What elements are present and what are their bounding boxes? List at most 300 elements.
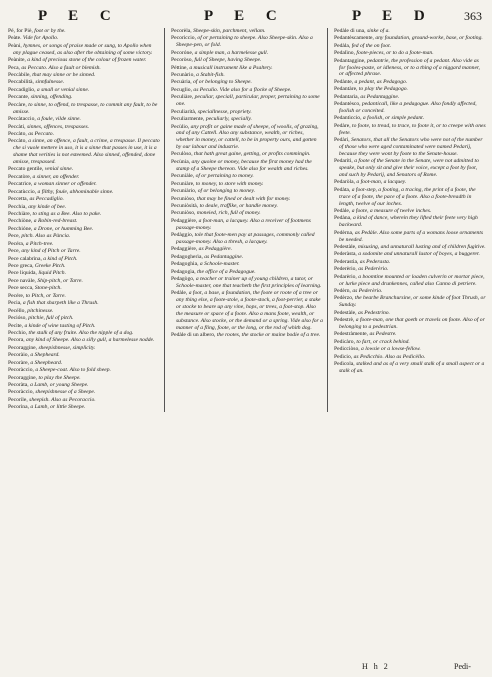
entry-headword: Pedèrn,: [334, 288, 351, 295]
entry-headword: Pedàta,: [334, 186, 351, 193]
entry-headword: Pedèrna,: [334, 229, 354, 236]
entry-headword: Pecuniàre,: [171, 180, 195, 187]
entry-headword: Peccetta,: [8, 196, 29, 203]
entry-definition: sinke of a.: [366, 28, 390, 34]
dictionary-entry: [8, 248, 160, 255]
entry-headword: Peccatòre,: [8, 173, 32, 180]
entry-definition: hymnes, or songs of praise made or sung, to Apollo when any plague ceased, as also after the obtaining of some victory.: [13, 42, 153, 56]
dictionary-entry: [334, 43, 486, 50]
entry-definition: to deale, traffike, or handle money.: [199, 202, 278, 209]
entry-definition: a sinner, an offender.: [32, 173, 80, 180]
entry-headword: Pé, for Piè,: [8, 28, 33, 34]
entry-definition: full of Sheepe, having Sheepe.: [194, 57, 262, 64]
entry-headword: Pecuària,: [171, 79, 192, 86]
entry-definition: Senators, that all the Senators who were not of the number of those who were aged contaminated were named Pedarij, because they were wont by foote to the Senate-house.: [339, 137, 483, 157]
entry-definition: that may sinne or be sinned.: [32, 72, 96, 79]
entry-definition: the office of a Pedagogue.: [197, 268, 256, 275]
entry-definition: of or belonging to money.: [197, 188, 256, 195]
entry-headword: Pecuniàle,: [171, 173, 195, 180]
dictionary-entry: [171, 151, 323, 158]
entry-definition: sheepishnesse, simplicity.: [38, 344, 96, 351]
entry-definition: pitch. Also as Pància.: [21, 233, 71, 240]
entry-headword: Pecuniòso,: [171, 210, 196, 217]
dictionary-entry: [334, 259, 486, 266]
entry-headword: Pedèrzo,: [334, 295, 354, 302]
entry-headword: Pedìcio,: [334, 353, 353, 360]
entry-definition: Vide for Apollo.: [22, 35, 59, 42]
entry-definition: a Sheepheard.: [30, 359, 63, 366]
dictionary-entry: [8, 72, 160, 79]
dictionary-entry: [171, 57, 323, 64]
entry-definition: a musicall instrument like a Psaltery.: [189, 64, 273, 71]
entry-headword: Pecoraggine,: [8, 344, 38, 351]
entry-headword: Pedàle di un albero,: [171, 332, 216, 339]
entry-definition: to sinne, to offend, to trespasse, to commit any fault, to be amisse.: [13, 101, 158, 115]
entry-headword: Pedantèsco,: [334, 101, 361, 108]
text-columns: [8, 28, 486, 412]
dictionary-entry: [334, 94, 486, 101]
dictionary-entry: [8, 65, 160, 72]
dictionary-entry: [8, 278, 160, 285]
dictionary-entry: [334, 35, 486, 42]
dictionary-entry: [334, 295, 486, 309]
entry-headword: Pecoràta,: [8, 382, 29, 389]
entry-definition: to play the Sheepe.: [38, 374, 81, 381]
entry-headword: Pedàle,: [334, 208, 351, 214]
entry-headword: Péttine,: [171, 64, 188, 71]
entry-definition: a lowsie or a lowse-fellow.: [361, 346, 421, 353]
dictionary-entry: [334, 79, 486, 86]
entry-definition: Stone-pitch.: [34, 285, 62, 292]
dictionary-entry: [8, 94, 160, 101]
dictionary-entry: [8, 166, 160, 173]
entry-headword: Pederèrio,: [334, 266, 357, 273]
entry-definition: as Pedantaggine.: [204, 253, 244, 260]
entry-headword: Pedàna,: [334, 215, 352, 222]
entry-headword: Pecùnia,: [171, 158, 191, 165]
entry-headword: Pecéllo,: [8, 307, 26, 314]
entry-headword: Pecéra,: [8, 240, 25, 247]
dictionary-entry: [8, 79, 160, 86]
entry-headword: Pecoràccio,: [8, 367, 34, 374]
entry-definition: of or pertaining to money.: [195, 173, 254, 180]
entry-definition: a Robin-red-breast.: [33, 218, 78, 225]
dictionary-entry: [8, 404, 160, 411]
entry-definition: as Peculio. Vide also for a flocke of Sheepe.: [193, 86, 292, 93]
entry-headword: Pecoràre,: [8, 359, 29, 366]
entry-definition: sheepishnesse of a Sheepe.: [35, 389, 96, 396]
entry-definition: as Peccadiglio.: [29, 196, 64, 203]
entry-definition: to Pitch, or Tarre.: [25, 292, 66, 299]
dictionary-entry: [334, 346, 486, 353]
dictionary-entry: [171, 218, 323, 232]
entry-definition: a simple man, a harmelesse gull.: [194, 49, 269, 56]
entry-definition: as Peccato. Also a fault or blemish.: [21, 64, 101, 71]
dictionary-entry: [8, 189, 160, 196]
dictionary-entry: [171, 94, 323, 108]
entry-definition: a kind of dance, wherein they lifted their feete very high backward.: [339, 215, 478, 229]
entry-definition: speciallnesse, propriety.: [197, 108, 252, 115]
entry-headword: Pecoràio,: [8, 352, 29, 359]
dictionary-entry: [171, 116, 323, 123]
entry-definition: a Lamb, or young Sheepe.: [30, 382, 89, 389]
entry-definition: peculiarly, specially.: [205, 116, 252, 123]
entry-definition: as Pedàle. Also some parts of a womans loose ornaments be needed.: [339, 229, 484, 243]
entry-definition: as Pedantaggine.: [360, 93, 400, 100]
entry-definition: that hath great gaine, getting, or profits commingin.: [194, 151, 311, 158]
dictionary-entry: [8, 367, 160, 374]
entry-headword: Pedicàro,: [334, 338, 355, 345]
dictionary-entry: [8, 300, 160, 307]
entry-headword: Pecoròso,: [171, 57, 193, 64]
entry-headword: Pece liquida,: [8, 270, 37, 277]
entry-definition: a woman sinner or offender.: [33, 181, 97, 188]
entry-headword: Pece,: [8, 233, 20, 240]
catchword: Pedi-: [454, 662, 471, 671]
running-head-center: P E C: [204, 8, 286, 24]
entry-definition: foote-pieces, or to do a foote-man.: [356, 50, 434, 57]
entry-headword: Pedàri,: [334, 137, 350, 144]
entry-definition: a foot-step, a footing, a tracing, the print of a foote, the trace of a foote, the pace of a foote. Also a foote-breadth in length, twelve of our inches.: [339, 186, 476, 207]
dictionary-entry: [8, 218, 160, 225]
dictionary-entry: [171, 65, 323, 72]
entry-definition: stalked and as of a very small stalk of a small aspect or a stalk of an.: [339, 361, 485, 375]
entry-definition: as Pederèrio.: [352, 288, 383, 295]
entry-definition: Greeke Pitch.: [34, 263, 66, 270]
entry-headword: Pecchia,: [8, 203, 27, 210]
dictionary-entry: [171, 50, 323, 57]
entry-definition: a foote of the Senate in the Senate, were not admitted to speake, but only sit and give their voice, except a foot by foot, and such by Pedarij, and Senators of Rome.: [339, 158, 479, 178]
dictionary-entry: [171, 332, 323, 339]
entry-definition: a Pitch-tree.: [25, 240, 54, 247]
entry-definition: any quoine or money, because the first money had the stamp of a Sheepe thereon. Vide also for wealth and riches.: [176, 158, 312, 172]
dictionary-entry: [8, 389, 160, 396]
dictionary-entry: [8, 211, 160, 218]
dictionary-entry: [8, 293, 160, 300]
dictionary-entry: [8, 330, 160, 337]
running-head-right: P E D: [352, 8, 434, 24]
entry-headword: Peccato gentile,: [8, 166, 44, 173]
dictionary-entry: [171, 232, 323, 246]
entry-headword: Peàte.: [8, 35, 22, 42]
signature-mark: H h 2: [362, 662, 390, 671]
entry-headword: Pedantìccio,: [334, 115, 362, 122]
dictionary-entry: [171, 72, 323, 79]
entry-headword: Pedestrè,: [334, 317, 355, 324]
dictionary-entry: [8, 285, 160, 292]
entry-headword: Pecia,: [8, 300, 22, 307]
entry-definition: to foote, to tread, to trace, to foote it, or to creepe with ones feete.: [339, 122, 486, 136]
entry-headword: Peàni,: [8, 42, 22, 49]
dictionary-entry: [8, 174, 160, 181]
dictionary-entry: [8, 382, 160, 389]
dictionary-entry: [171, 188, 323, 195]
dictionary-entry: [8, 124, 160, 131]
dictionary-entry: [171, 79, 323, 86]
dictionary-entry: [334, 215, 486, 229]
entry-definition: a foolish, or simple pedant.: [362, 115, 425, 122]
entry-definition: a kind of precious stone of the colour of frozen water.: [27, 57, 147, 64]
dictionary-entry: [171, 159, 323, 173]
entry-headword: Peccàbile,: [8, 72, 31, 79]
entry-definition: the rootes, the stocke or maine bodie of a tree.: [216, 332, 321, 339]
entry-definition: a pedant, as Pedagogo.: [354, 78, 408, 85]
dictionary-entry: [171, 254, 323, 261]
dictionary-entry: [334, 288, 486, 295]
entry-headword: Peccabilità,: [8, 79, 34, 86]
running-head-left: P E C: [38, 8, 120, 24]
dictionary-entry: [8, 57, 160, 64]
entry-headword: Pecìte,: [8, 322, 24, 329]
dictionary-entry: [8, 102, 160, 116]
entry-definition: a Drone, or humming Bee.: [33, 225, 94, 232]
dictionary-entry: [171, 124, 323, 151]
entry-headword: Pecorile,: [8, 396, 28, 403]
entry-definition: liquid Pitch.: [38, 270, 66, 277]
dictionary-entry: [171, 290, 323, 331]
dictionary-entry: [8, 256, 160, 263]
entry-headword: Pecuniòsità,: [171, 202, 199, 209]
entry-definition: of or pertaining to sheepe. Also Sheepe-skin. Also a Sheepe-pen, or fold.: [176, 35, 313, 49]
entry-headword: Pedaggière,: [171, 217, 198, 224]
entry-headword: Peculiàre,: [171, 94, 194, 101]
entry-definition: the hearbe Branchursine, or some kinde of foot Thrush, or Sunday.: [339, 295, 486, 309]
entry-definition: pitchie, full of pitch.: [28, 315, 74, 322]
entry-headword: Pederastìa,: [334, 258, 359, 265]
dictionary-entry: [171, 196, 323, 203]
entry-headword: Pedalìno,: [334, 50, 355, 57]
entry-headword: Peculiarmente,: [171, 116, 205, 123]
page-header: [8, 6, 486, 28]
entry-headword: Pedàle,: [171, 290, 188, 297]
entry-headword: Pedaggière,: [171, 246, 198, 253]
dictionary-entry: [334, 187, 486, 208]
entry-definition: as Pedaggière.: [198, 246, 233, 253]
entry-definition: misusing, and unnaturall lusting and of children fugitive.: [357, 244, 486, 250]
entry-headword: Pece navàle,: [8, 277, 36, 284]
entry-definition: a kind of Pitch.: [43, 255, 78, 262]
entry-definition: a boomtine mounted or loaden culverin or mortar piece, or lurke piece and drunkennes, called also Canno di petriere.: [339, 273, 485, 287]
entry-headword: Pedagogherìa,: [171, 253, 203, 260]
entry-definition: sinning, offending.: [30, 94, 73, 101]
dictionary-entry: [334, 339, 486, 346]
entry-definition: the stalk of any fruite. Also the nipple of a dog.: [28, 329, 134, 336]
entry-definition: any profit or gaine made of sheepe, of woolls, of grazing, and of any Cattell. Also any substance, wealth, or riches, whether in money, or cattell, to be in property ours, and gotten by our labour and industrie.: [176, 123, 319, 151]
entry-headword: Pedestràmente,: [334, 331, 369, 338]
dictionary-entry: [8, 360, 160, 367]
entry-definition: a foote, a measure of twelve inches.: [351, 208, 432, 214]
dictionary-entry: [171, 203, 323, 210]
entry-headword: Pederàsta,: [334, 251, 357, 258]
entry-headword: Peccàre,: [8, 101, 27, 108]
entry-definition: a kinde of wine tasting of Pitch.: [24, 322, 96, 329]
entry-headword: Peccadiglio,: [8, 86, 36, 93]
entry-definition: a Lamb, or little Sheepe.: [30, 404, 86, 411]
entry-definition: as Pedestre.: [369, 331, 397, 338]
entry-headword: Pecoraggìne,: [8, 374, 38, 381]
entry-headword: Pecchiòne,: [8, 218, 33, 225]
dictionary-entry: [171, 87, 323, 94]
dictionary-entry: [8, 138, 160, 165]
dictionary-entry: [334, 266, 486, 273]
dictionary-entry: [8, 116, 160, 123]
dictionary-entry: [8, 352, 160, 359]
entry-headword: Peccante,: [8, 94, 30, 101]
entry-headword: Pece,: [8, 248, 20, 255]
entry-definition: a teacher or trainer up of young children, a tutor, or Schoole-master, one that teacheth the first principles of learning.: [176, 276, 322, 289]
entry-definition: to play the Pedagogo.: [358, 86, 408, 93]
entry-headword: Pedantàre,: [334, 86, 358, 93]
entry-definition: Sheepe-skin, parchment, vellam.: [193, 28, 266, 34]
entry-definition: as Pedicchio. Also as Pedicèllo.: [353, 353, 426, 360]
entry-headword: Pecuniàrio,: [171, 188, 197, 195]
entry-headword: Pecora,: [8, 337, 25, 344]
entry-definition: any kind of Sheepe. Also a silly gull, a harmelesse nodde.: [26, 337, 155, 344]
dictionary-entry: [8, 196, 160, 203]
column-2: [171, 28, 328, 412]
entry-headword: Pedicciòso,: [334, 346, 360, 353]
entry-headword: Pecchióne,: [8, 225, 33, 232]
dictionary-entry: [334, 208, 486, 215]
entry-headword: Pedestàle,: [334, 244, 357, 250]
dictionary-entry: [171, 173, 323, 180]
entry-headword: Peccatrìce,: [8, 181, 33, 188]
entry-definition: foot or by the.: [34, 28, 66, 34]
dictionary-entry: [334, 50, 486, 57]
dictionary-entry: [334, 137, 486, 158]
column-3: [334, 28, 486, 412]
entry-headword: Pedaròla,: [334, 179, 355, 186]
dictionary-entry: [171, 35, 323, 49]
entry-definition: a Stabit-fish.: [196, 72, 225, 79]
dictionary-entry: [171, 109, 323, 116]
dictionary-entry: [8, 315, 160, 322]
dictionary-entry: [334, 354, 486, 361]
page-number: 363: [464, 9, 482, 23]
dictionary-entry: [8, 204, 160, 211]
entry-headword: Pedestàle,: [334, 309, 357, 316]
entry-headword: Pedìcola,: [334, 361, 355, 368]
entry-headword: Pecùlio,: [171, 123, 190, 130]
entry-headword: Pedagoghìa,: [171, 261, 199, 268]
entry-headword: Peccàtaccio,: [8, 116, 36, 123]
entry-headword: Pedagogìa,: [171, 268, 196, 275]
entry-definition: to fart, or crack behind.: [356, 338, 410, 345]
entry-definition: as Peccato.: [28, 130, 54, 137]
dictionary-entry: [171, 210, 323, 217]
entry-definition: as Pederèrio.: [358, 266, 389, 273]
dictionary-entry: [334, 28, 486, 35]
entry-definition: of or belonging to Sheepe.: [193, 79, 252, 86]
entry-headword: Pecuglio,: [171, 86, 192, 93]
dictionary-entry: [334, 58, 486, 79]
dictionary-entry: [8, 337, 160, 344]
dictionary-entry: [334, 274, 486, 288]
entry-headword: Peccàto,: [8, 138, 27, 145]
entry-definition: tole that foote-men pay at passages, commonly called passage-money. Also a thresh, a lacquey.: [176, 232, 315, 245]
entry-headword: Peccàto,: [8, 130, 27, 137]
dictionary-entry: [8, 181, 160, 188]
page-footer: [0, 662, 492, 674]
entry-definition: fed of the on foot.: [351, 42, 392, 49]
dictionary-entry: [171, 261, 323, 268]
dictionary-entry: [8, 226, 160, 233]
dictionary-entry: [334, 361, 486, 375]
dictionary-entry: [8, 87, 160, 94]
dictionary-entry: [334, 331, 486, 338]
entry-headword: Pedarèrio,: [334, 273, 357, 280]
entry-definition: sinnes, offences, trespasses.: [26, 123, 90, 130]
entry-headword: Pedànte,: [334, 78, 354, 85]
dictionary-entry: [171, 28, 323, 35]
entry-headword: Pedàre,: [334, 122, 351, 129]
dictionary-entry: [334, 115, 486, 122]
entry-definition: a Schoole-master.: [199, 261, 240, 268]
dictionary-entry: [334, 244, 486, 251]
dictionary-entry: [8, 35, 160, 42]
entry-definition: pitchinesse.: [27, 307, 54, 314]
dictionary-entry: [334, 123, 486, 137]
entry-definition: venial sinne.: [44, 166, 74, 173]
entry-definition: a Sheepe-coat. Also to fold sheep.: [35, 367, 111, 374]
entry-headword: Pecchio,: [8, 329, 28, 336]
entry-definition: sheepish. Also as Pecoraccio.: [29, 396, 96, 403]
dictionary-entry: [8, 270, 160, 277]
entry-headword: Pedaríti,: [334, 158, 353, 165]
entry-headword: Peca,: [8, 64, 20, 71]
column-1: [8, 28, 165, 412]
entry-headword: Pece secca,: [8, 285, 34, 292]
entry-definition: a foot-man, a lacquey.: [356, 179, 407, 186]
entry-definition: to sting as a Bee. Also to pake.: [32, 210, 102, 217]
dictionary-entry: [8, 233, 160, 240]
entry-definition: as Pederasta.: [359, 258, 391, 265]
entry-definition: a foot-man, a lacquey. Also a receiver of footmens passage-money.: [176, 217, 311, 231]
dictionary-entry: [8, 397, 160, 404]
entry-headword: Pece calabrìna,: [8, 255, 42, 262]
entry-headword: Pecióso,: [8, 315, 27, 322]
entry-headword: Pedàla,: [334, 42, 351, 49]
entry-headword: Pedantèscamente,: [334, 35, 374, 42]
dictionary-entry: [8, 43, 160, 57]
entry-headword: Pecorìna,: [8, 404, 29, 411]
dictionary-entry: [334, 230, 486, 244]
dictionary-entry: [334, 251, 486, 258]
entry-headword: Pece greca,: [8, 263, 34, 270]
entry-headword: Peànite,: [8, 57, 26, 64]
entry-definition: to money, to store with money.: [195, 180, 264, 187]
dictionary-entry: [8, 345, 160, 352]
dictionary-entry: [8, 323, 160, 330]
dictionary-entry: [334, 317, 486, 331]
entry-headword: Pedantarìa,: [334, 93, 360, 100]
entry-headword: Pedagògo,: [171, 276, 195, 283]
dictionary-entry: [334, 86, 486, 93]
dictionary-entry: [334, 310, 486, 317]
entry-headword: Pecorèla,: [171, 28, 192, 34]
entry-headword: Pecunàrio,: [171, 72, 195, 79]
entry-headword: Pedàggio,: [171, 232, 194, 239]
entry-headword: Pecchiàre,: [8, 210, 32, 217]
dictionary-entry: [8, 308, 160, 315]
entry-definition: any kinde of bee.: [28, 203, 67, 210]
entry-definition: a fish that sharpeth like a Thrush.: [22, 300, 99, 307]
dictionary-entry: [8, 241, 160, 248]
entry-headword: Peccatùccio,: [8, 188, 37, 195]
entry-definition: any kind of Pitch or Tarre.: [21, 248, 81, 255]
entry-definition: that may be fined or dealt with for money.: [196, 195, 291, 202]
entry-definition: a sinne, an offence, a fault, a crime, a trespasse. Il peccato che si vuole mettere in uso, it is a sinne that passes in use, it is a shame that verities is not esteemed. Also sinned, offended, done amisse, trespassed.: [13, 138, 160, 165]
